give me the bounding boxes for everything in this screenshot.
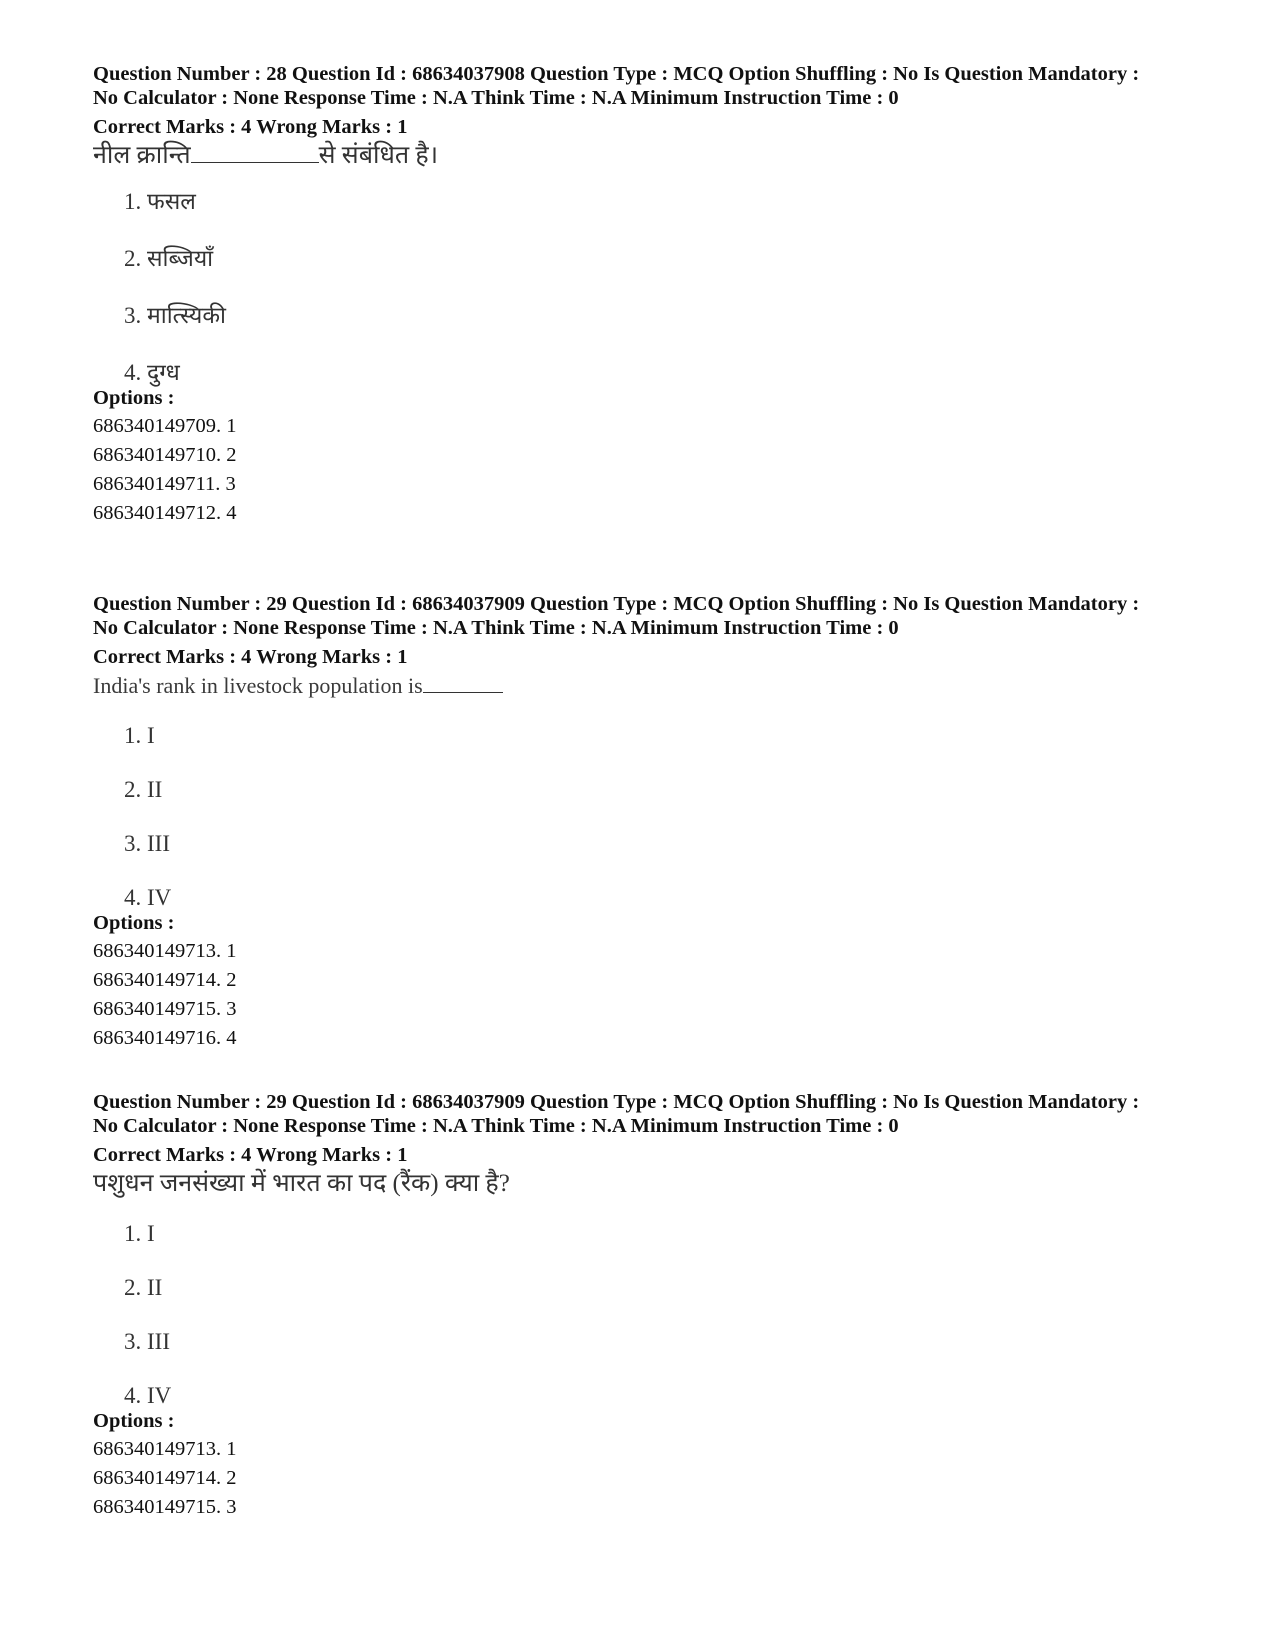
- option-id-row: 686340149713. 1: [93, 1438, 237, 1460]
- answer-blank: [423, 692, 503, 693]
- question-header-line-2: No Calculator : None Response Time : N.A Think Time : N.A Minimum Instruction Time : 0: [93, 617, 899, 639]
- marks-line: Correct Marks : 4 Wrong Marks : 1: [93, 646, 408, 668]
- question-text-before-blank: India's rank in livestock population is: [93, 673, 423, 698]
- question-header-line-1: Question Number : 29 Question Id : 68634037909 Question Type : MCQ Option Shuffling : No Is Question Mandatory :: [93, 1091, 1140, 1113]
- answer-choice: 3. III: [124, 1329, 170, 1354]
- option-id-row: 686340149716. 4: [93, 1027, 237, 1049]
- option-id-row: 686340149715. 3: [93, 998, 237, 1020]
- question-block-29-hindi: [93, 1090, 1223, 1522]
- answer-choice: 1. फसल: [124, 189, 196, 214]
- option-id-row: 686340149714. 2: [93, 1467, 237, 1489]
- answer-choices: [93, 721, 1223, 913]
- option-id-row: 686340149713. 1: [93, 940, 237, 962]
- question-block-29-english: [93, 592, 1223, 1053]
- answer-blank: [191, 162, 319, 163]
- marks-line: Correct Marks : 4 Wrong Marks : 1: [93, 116, 408, 138]
- answer-choice: 3. मात्स्यिकी: [124, 303, 226, 328]
- answer-choice: 4. IV: [124, 885, 172, 910]
- answer-choices: [93, 187, 1223, 388]
- option-id-row: 686340149712. 4: [93, 502, 237, 524]
- answer-choice: 1. I: [124, 1221, 155, 1246]
- answer-choice: 2. सब्जियाँ: [124, 246, 214, 271]
- answer-choice: 1. I: [124, 723, 155, 748]
- answer-choice: 4. दुग्ध: [124, 360, 180, 385]
- question-text-before-blank: पशुधन जनसंख्या में भारत का पद (रैंक) क्या है?: [93, 1170, 510, 1197]
- options-label: Options :: [93, 912, 175, 934]
- question-text: [93, 671, 1223, 701]
- question-text-after-blank: से संबंधित है।: [318, 142, 439, 169]
- option-id-row: 686340149711. 3: [93, 473, 236, 495]
- question-header-line-1: Question Number : 28 Question Id : 68634037908 Question Type : MCQ Option Shuffling : No Is Question Mandatory :: [93, 63, 1140, 85]
- answer-choices: [93, 1219, 1223, 1411]
- option-id-row: 686340149715. 3: [93, 1496, 237, 1518]
- question-header-line-2: No Calculator : None Response Time : N.A Think Time : N.A Minimum Instruction Time : 0: [93, 87, 899, 109]
- question-header-line-1: Question Number : 29 Question Id : 68634037909 Question Type : MCQ Option Shuffling : No Is Question Mandatory :: [93, 593, 1140, 615]
- answer-choice: 3. III: [124, 831, 170, 856]
- options-label: Options :: [93, 387, 175, 409]
- answer-choice: 4. IV: [124, 1383, 172, 1408]
- answer-choice: 2. II: [124, 777, 163, 802]
- question-text-before-blank: नील क्रान्ति: [93, 142, 191, 169]
- answer-choice: 2. II: [124, 1275, 163, 1300]
- question-block-28: [93, 62, 1223, 528]
- option-id-row: 686340149710. 2: [93, 444, 237, 466]
- question-text: [93, 1169, 1223, 1199]
- option-id-row: 686340149709. 1: [93, 415, 237, 437]
- question-header-line-2: No Calculator : None Response Time : N.A Think Time : N.A Minimum Instruction Time : 0: [93, 1115, 899, 1137]
- marks-line: Correct Marks : 4 Wrong Marks : 1: [93, 1144, 408, 1166]
- question-text: [93, 141, 1223, 171]
- option-id-row: 686340149714. 2: [93, 969, 237, 991]
- options-label: Options :: [93, 1410, 175, 1432]
